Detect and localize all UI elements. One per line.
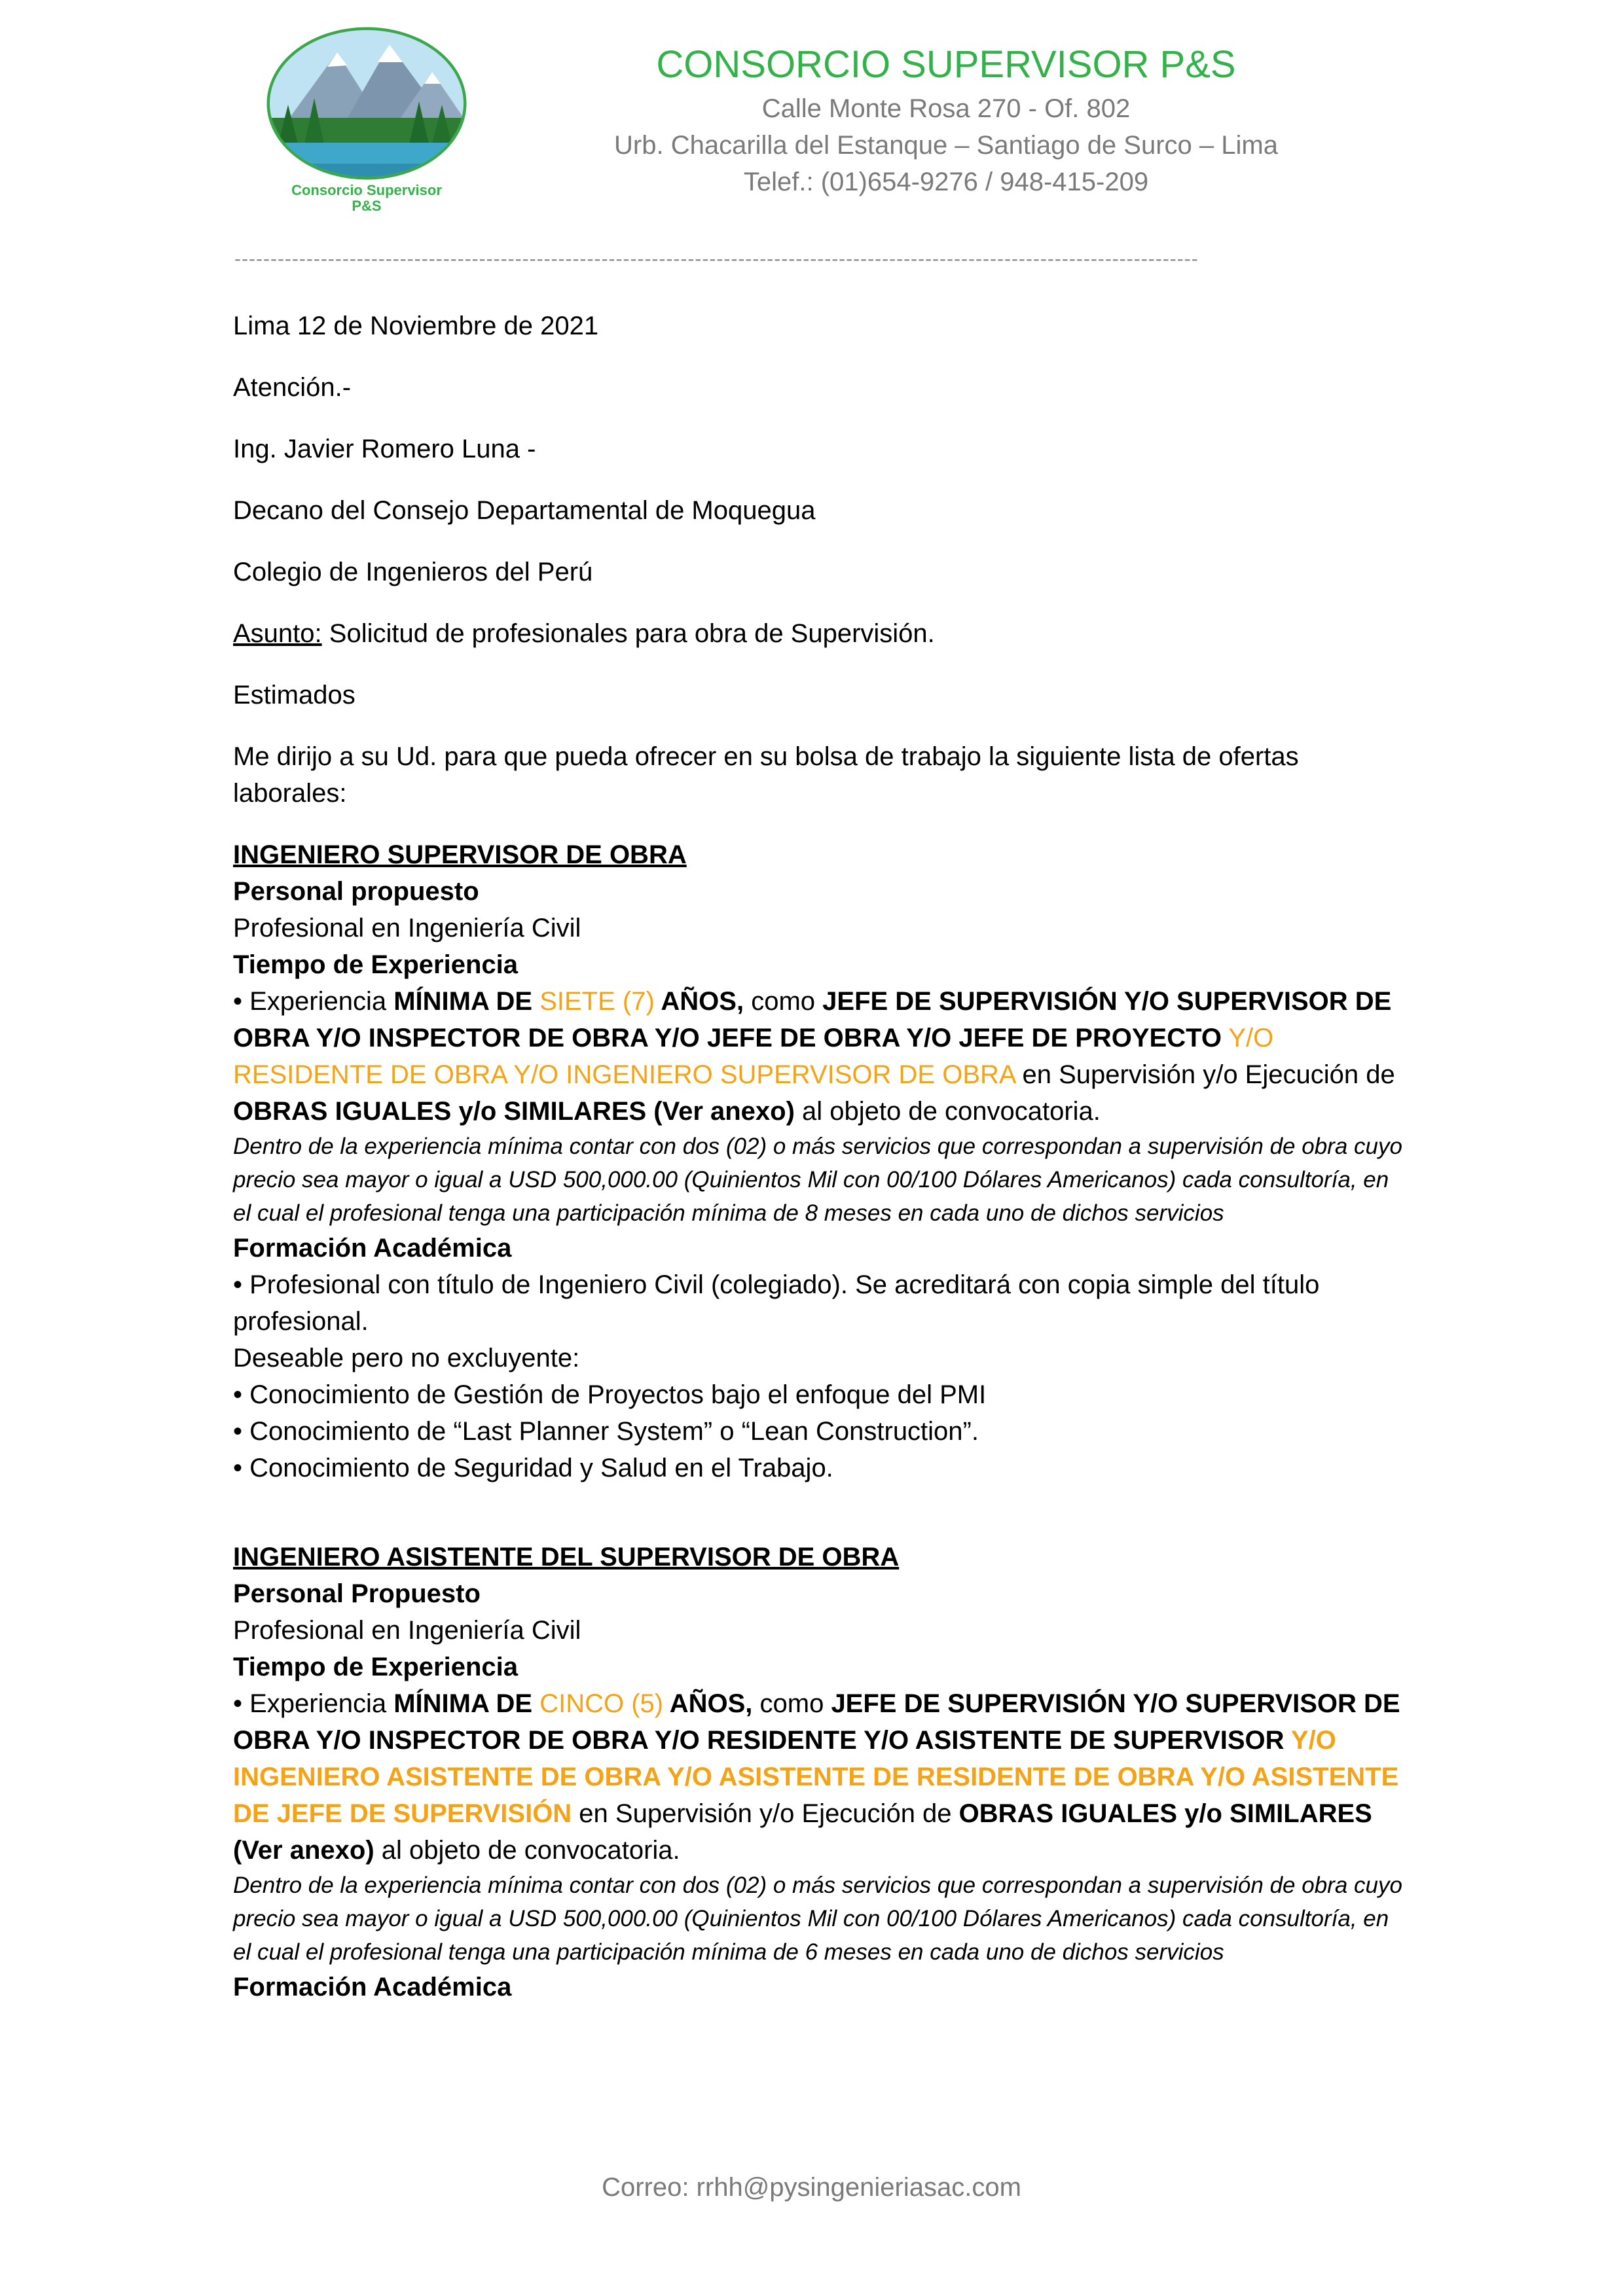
exp-roles-highlight: Y/O INGENIERO ASISTENTE DE OBRA Y/O ASISTENTE DE RESIDENTE DE OBRA Y/O ASISTENTE DE JEFE DE SUPERVISIÓN: [233, 1726, 1399, 1828]
experience-label: Tiempo de Experiencia: [233, 950, 518, 979]
address-line-2: Urb. Chacarilla del Estanque – Santiago de Surco – Lima: [614, 131, 1278, 160]
education-text: • Profesional con título de Ingeniero Civil (colegiado). Se acreditará con copia simple del título profesional.: [233, 1270, 1320, 1336]
section-title: INGENIERO ASISTENTE DEL SUPERVISOR DE OBRA: [233, 1543, 900, 1571]
personal-value: Profesional en Ingeniería Civil: [233, 914, 581, 942]
exp-works: OBRAS IGUALES y/o SIMILARES (Ver anexo): [233, 1799, 1372, 1865]
exp-years: SIETE (7): [539, 987, 655, 1016]
recipient-name: Ing. Javier Romero Luna -: [233, 435, 536, 463]
exp-roles-highlight: Y/O RESIDENTE DE OBRA Y/O INGENIERO SUPERVISOR DE OBRA: [233, 1024, 1274, 1089]
experience-text: [233, 1685, 1405, 1869]
exp-part: • Experiencia: [233, 987, 394, 1016]
exp-part: AÑOS,: [663, 1689, 753, 1718]
letterhead: [537, 39, 1355, 200]
education-label: Formación Académica: [233, 1234, 512, 1263]
exp-part: al objeto de convocatoria.: [374, 1836, 680, 1865]
exp-years: CINCO (5): [539, 1689, 664, 1718]
section-title: INGENIERO SUPERVISOR DE OBRA: [233, 840, 687, 869]
letter-date: Lima 12 de Noviembre de 2021: [233, 312, 599, 340]
company-name: CONSORCIO SUPERVISOR P&S: [656, 43, 1236, 86]
personal-label: Personal Propuesto: [233, 1579, 481, 1608]
job-section-assistant: [233, 1539, 1405, 2005]
job-section-supervisor: [233, 836, 1405, 1486]
logo-text-line1: Consorcio Supervisor: [291, 182, 442, 198]
header-divider: --------------------------------------------------------------------------------------------------------------------------------------: [234, 248, 1199, 270]
footer-email: Correo: rrhh@pysingenieriasac.com: [602, 2173, 1021, 2202]
exp-part: • Experiencia: [233, 1689, 394, 1718]
personal-value: Profesional en Ingeniería Civil: [233, 1616, 581, 1645]
experience-note: Dentro de la experiencia mínima contar con dos (02) o más servicios que correspondan a supervisión de obra cuyo precio sea mayor o igual a USD 500,000.00 (Quinientos Mil con 00/100 Dólares Americanos) cada consultoría, en el cual el profesional tenga una participación mínima de 8 meses en cada uno de dichos servicios: [233, 1134, 1402, 1226]
intro-paragraph: Me dirijo a su Ud. para que pueda ofrecer en su bolsa de trabajo la siguiente lista de ofertas laborales:: [233, 742, 1299, 808]
list-item: • Conocimiento de Gestión de Proyectos bajo el enfoque del PMI: [233, 1380, 987, 1409]
exp-part: al objeto de convocatoria.: [794, 1097, 1101, 1126]
address-line-1: Calle Monte Rosa 270 - Of. 802: [761, 94, 1131, 123]
exp-roles: JEFE DE SUPERVISIÓN Y/O SUPERVISOR DE OBRA Y/O INSPECTOR DE OBRA Y/O JEFE DE OBRA Y/O JEFE DE PROYECTO: [233, 987, 1392, 1052]
letter-body: [233, 308, 1405, 2005]
subject-label: Asunto:: [233, 619, 322, 648]
subject-line: [233, 615, 1405, 652]
exp-part: en Supervisión y/o Ejecución de: [1015, 1060, 1395, 1089]
exp-part: MÍNIMA DE: [393, 987, 540, 1016]
attention-line: Atención.-: [233, 373, 352, 402]
list-item: • Conocimiento de “Last Planner System” o “Lean Construction”.: [233, 1417, 979, 1446]
phone-line: Telef.: (01)654-9276 / 948-415-209: [743, 168, 1149, 196]
exp-part: AÑOS,: [654, 987, 744, 1016]
education-label: Formación Académica: [233, 1973, 512, 2001]
recipient-organization: Colegio de Ingenieros del Perú: [233, 558, 593, 586]
personal-label: Personal propuesto: [233, 877, 479, 906]
exp-part: MÍNIMA DE: [393, 1689, 540, 1718]
exp-roles: JEFE DE SUPERVISIÓN Y/O SUPERVISOR DE OBRA Y/O INSPECTOR DE OBRA Y/O RESIDENTE Y/O ASISTENTE DE SUPERVISOR: [233, 1689, 1400, 1755]
experience-label: Tiempo de Experiencia: [233, 1653, 518, 1681]
logo-text-line2: P&S: [352, 198, 382, 214]
exp-part: en Supervisión y/o Ejecución de: [572, 1799, 959, 1828]
company-logo: [265, 26, 468, 216]
subject-text: Solicitud de profesionales para obra de Supervisión.: [321, 619, 935, 648]
exp-part: como: [752, 1689, 831, 1718]
exp-part: como: [744, 987, 823, 1016]
recipient-position: Decano del Consejo Departamental de Moquegua: [233, 496, 816, 525]
list-item: • Conocimiento de Seguridad y Salud en el Trabajo.: [233, 1454, 833, 1482]
greeting: Estimados: [233, 681, 356, 709]
experience-note: Dentro de la experiencia mínima contar con dos (02) o más servicios que correspondan a supervisión de obra cuyo precio sea mayor o igual a USD 500,000.00 (Quinientos Mil con 00/100 Dólares Americanos) cada consultoría, en el cual el profesional tenga una participación mínima de 6 meses en cada uno de dichos servicios: [233, 1873, 1402, 1965]
exp-works: OBRAS IGUALES y/o SIMILARES (Ver anexo): [233, 1097, 795, 1126]
experience-text: [233, 983, 1405, 1130]
desirable-label: Deseable pero no excluyente:: [233, 1344, 580, 1372]
